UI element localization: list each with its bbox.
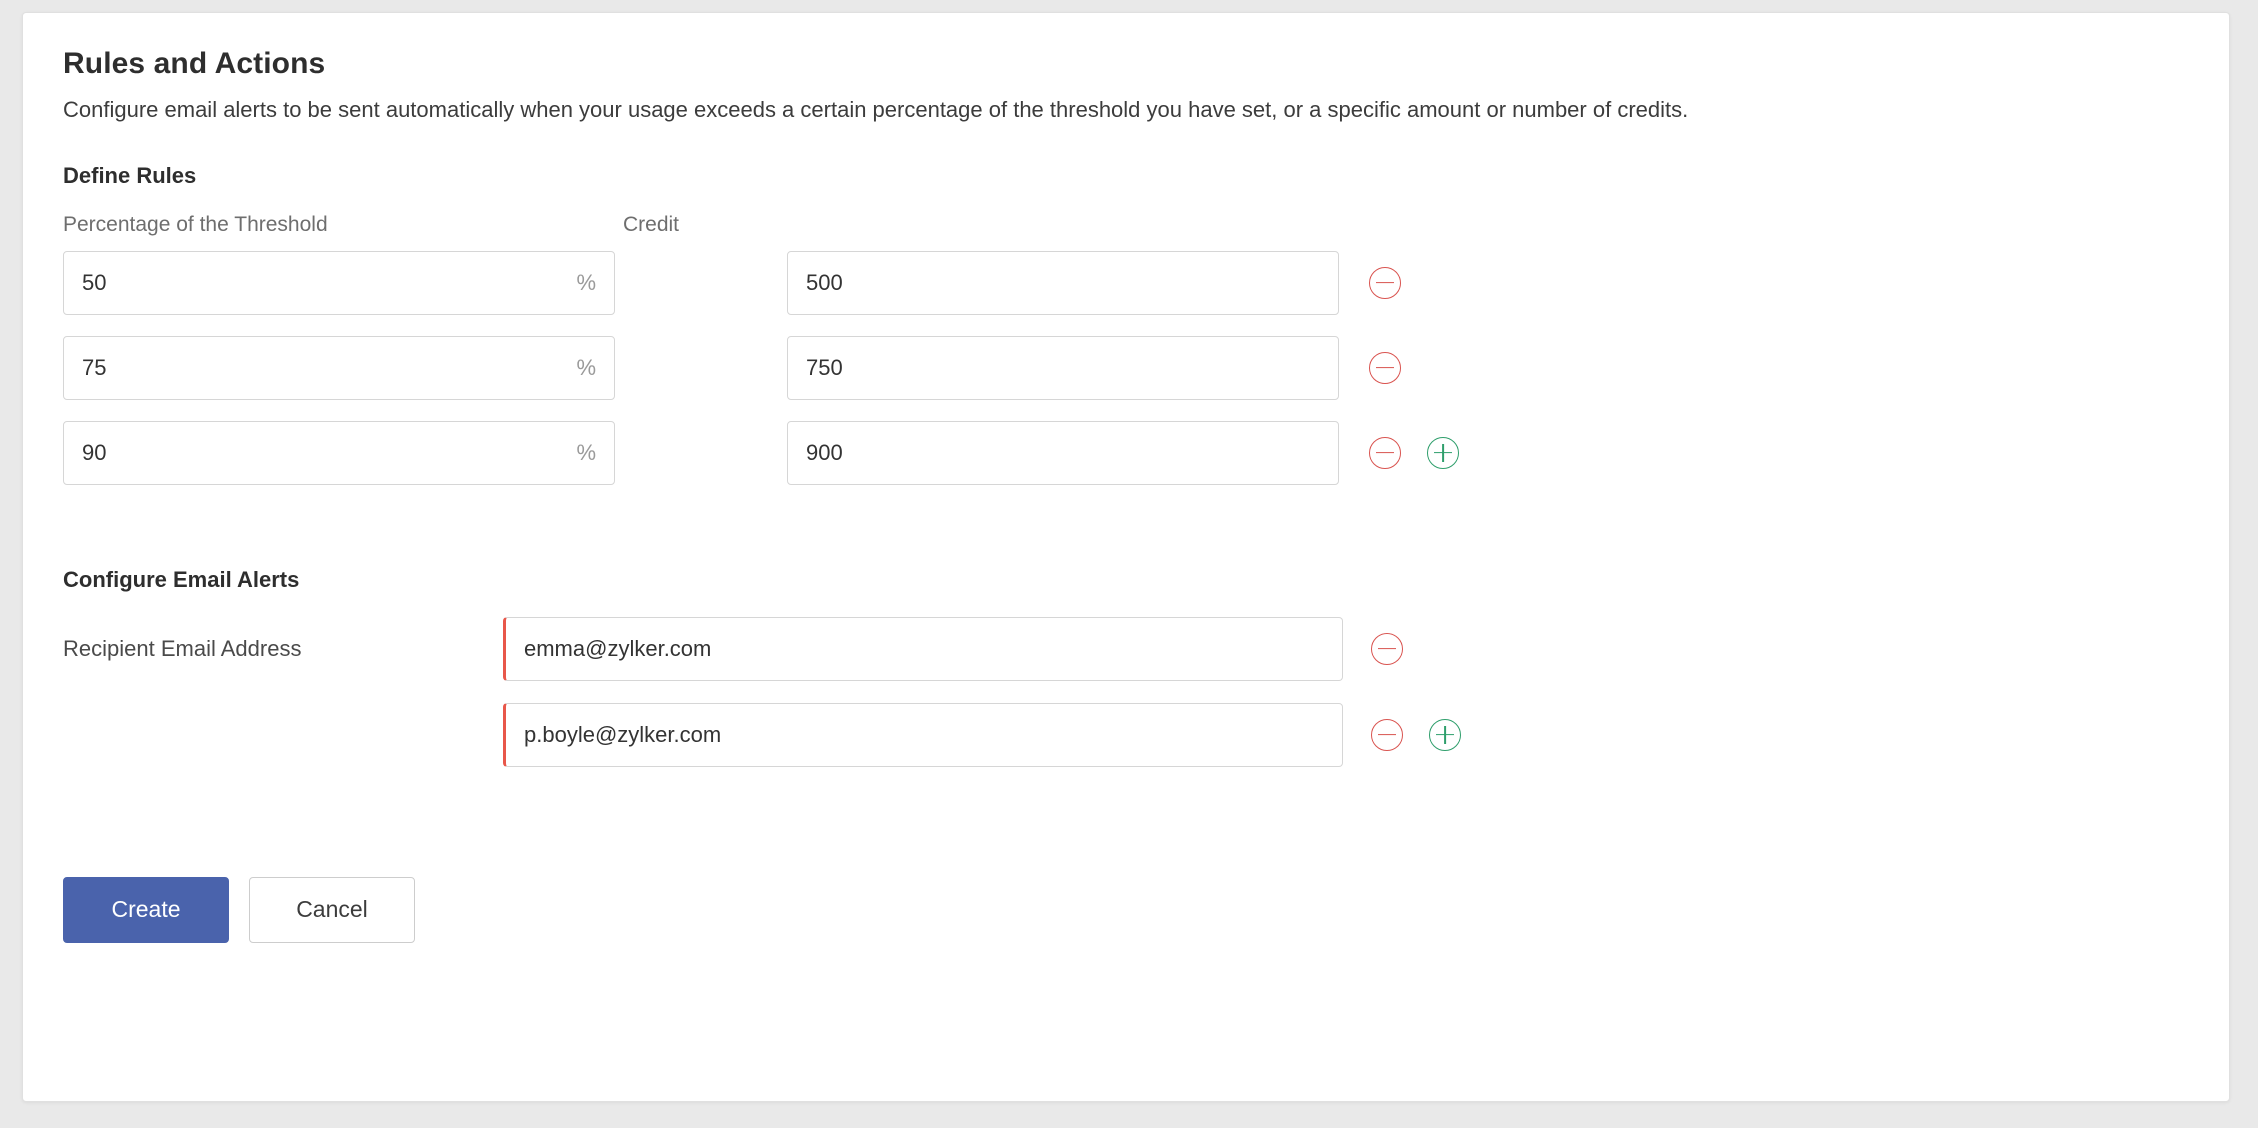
- cancel-button[interactable]: Cancel: [249, 877, 415, 943]
- add-email-icon[interactable]: [1429, 719, 1461, 751]
- recipient-email-label: Recipient Email Address: [63, 635, 302, 661]
- remove-email-icon[interactable]: [1371, 633, 1403, 665]
- percentage-field-wrapper: [63, 421, 615, 485]
- credit-input[interactable]: [788, 337, 1338, 399]
- rules-column-headers: [63, 213, 2189, 237]
- email-row: [63, 617, 2189, 681]
- page-description: Configure email alerts to be sent automatically when your usage exceeds a certain percentage of the threshold you have set, or a specific amount or number of credits.: [63, 97, 1689, 122]
- credit-field-wrapper: [787, 336, 1339, 400]
- rule-row: [63, 421, 2189, 485]
- percentage-field-wrapper: [63, 251, 615, 315]
- percent-suffix: %: [576, 354, 596, 380]
- rule-row: [63, 251, 2189, 315]
- rule-row: [63, 336, 2189, 400]
- credit-input[interactable]: [788, 252, 1338, 314]
- remove-email-icon[interactable]: [1371, 719, 1403, 751]
- recipient-email-input[interactable]: [506, 618, 1342, 680]
- percent-suffix: %: [576, 439, 596, 465]
- percent-suffix: %: [576, 269, 596, 295]
- recipient-email-input[interactable]: [506, 704, 1342, 766]
- email-alerts-heading: Configure Email Alerts: [63, 566, 300, 592]
- remove-rule-icon[interactable]: [1369, 267, 1401, 299]
- column-header-percentage: Percentage of the Threshold: [63, 212, 328, 236]
- credit-input[interactable]: [788, 422, 1338, 484]
- credit-field-wrapper: [787, 421, 1339, 485]
- credit-field-wrapper: [787, 251, 1339, 315]
- rules-and-actions-panel: [22, 12, 2230, 1102]
- percentage-input[interactable]: [64, 422, 614, 484]
- percentage-field-wrapper: [63, 336, 615, 400]
- add-rule-icon[interactable]: [1427, 437, 1459, 469]
- email-field-wrapper: [503, 617, 1343, 681]
- percentage-input[interactable]: [64, 337, 614, 399]
- email-field-wrapper: [503, 703, 1343, 767]
- page-title: Rules and Actions: [63, 47, 326, 80]
- remove-rule-icon[interactable]: [1369, 437, 1401, 469]
- create-button[interactable]: Create: [63, 877, 229, 943]
- remove-rule-icon[interactable]: [1369, 352, 1401, 384]
- configure-email-alerts-section: [63, 567, 2189, 767]
- form-actions: [63, 877, 2189, 943]
- define-rules-heading: Define Rules: [63, 162, 197, 188]
- email-row: [63, 703, 2189, 767]
- percentage-input[interactable]: [64, 252, 614, 314]
- column-header-credit: Credit: [623, 212, 680, 236]
